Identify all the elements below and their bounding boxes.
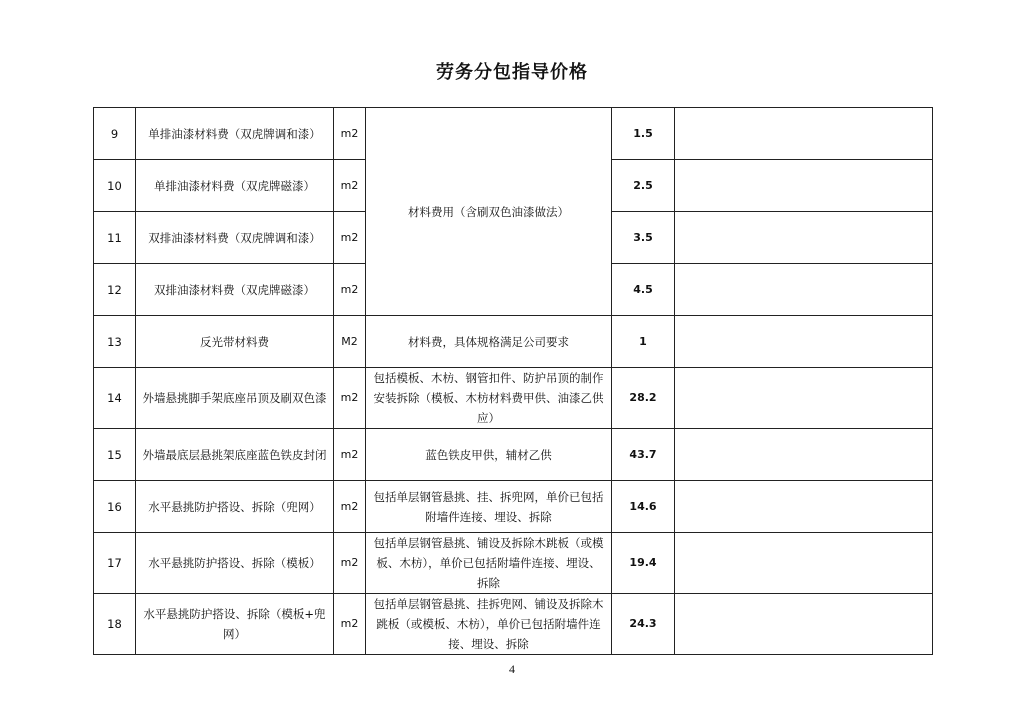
- description-cell: 材料费，具体规格满足公司要求: [366, 316, 612, 368]
- row-number: 15: [94, 429, 136, 481]
- unit-cell: m2: [334, 160, 366, 212]
- price-cell: 2.5: [612, 160, 675, 212]
- item-name: 外墙最底层悬挑架底座蓝色铁皮封闭: [136, 429, 334, 481]
- item-name: 双排油漆材料费（双虎牌调和漆）: [136, 212, 334, 264]
- table-row: [94, 481, 933, 533]
- price-cell: 14.6: [612, 481, 675, 533]
- remark-cell: [675, 429, 933, 481]
- table-row: [94, 108, 933, 160]
- price-cell: 1.5: [612, 108, 675, 160]
- row-number: 14: [94, 368, 136, 429]
- row-number: 12: [94, 264, 136, 316]
- unit-cell: m2: [334, 264, 366, 316]
- unit-cell: m2: [334, 533, 366, 594]
- price-cell: 1: [612, 316, 675, 368]
- unit-cell: m2: [334, 108, 366, 160]
- remark-cell: [675, 160, 933, 212]
- item-name: 水平悬挑防护搭设、拆除（模板+兜网）: [136, 594, 334, 655]
- price-cell: 4.5: [612, 264, 675, 316]
- item-name: 反光带材料费: [136, 316, 334, 368]
- table-row: [94, 533, 933, 594]
- row-number: 11: [94, 212, 136, 264]
- unit-cell: m2: [334, 481, 366, 533]
- row-number: 18: [94, 594, 136, 655]
- remark-cell: [675, 481, 933, 533]
- row-number: 9: [94, 108, 136, 160]
- remark-cell: [675, 264, 933, 316]
- table-row: [94, 316, 933, 368]
- remark-cell: [675, 533, 933, 594]
- table-row: [94, 368, 933, 429]
- unit-cell: m2: [334, 594, 366, 655]
- item-name: 水平悬挑防护搭设、拆除（兜网）: [136, 481, 334, 533]
- unit-cell: m2: [334, 368, 366, 429]
- item-name: 双排油漆材料费（双虎牌磁漆）: [136, 264, 334, 316]
- remark-cell: [675, 108, 933, 160]
- description-cell: 包括单层钢管悬挑、挂、拆兜网，单价已包括附墙件连接、埋设、拆除: [366, 481, 612, 533]
- remark-cell: [675, 316, 933, 368]
- row-number: 17: [94, 533, 136, 594]
- table-row: [94, 594, 933, 655]
- row-number: 10: [94, 160, 136, 212]
- unit-cell: m2: [334, 212, 366, 264]
- page-title: 劳务分包指导价格: [436, 62, 588, 83]
- page-number: 4: [509, 662, 515, 676]
- unit-cell: M2: [334, 316, 366, 368]
- item-name: 单排油漆材料费（双虎牌磁漆）: [136, 160, 334, 212]
- item-name: 外墙悬挑脚手架底座吊顶及刷双色漆: [136, 368, 334, 429]
- row-number: 13: [94, 316, 136, 368]
- item-name: 单排油漆材料费（双虎牌调和漆）: [136, 108, 334, 160]
- price-cell: 24.3: [612, 594, 675, 655]
- item-name: 水平悬挑防护搭设、拆除（模板）: [136, 533, 334, 594]
- price-cell: 28.2: [612, 368, 675, 429]
- row-number: 16: [94, 481, 136, 533]
- price-table: [93, 107, 933, 655]
- price-cell: 43.7: [612, 429, 675, 481]
- description-cell: 包括单层钢管悬挑、铺设及拆除木跳板（或模板、木枋），单价已包括附墙件连接、埋设、拆除: [366, 533, 612, 594]
- remark-cell: [675, 212, 933, 264]
- table-row: [94, 429, 933, 481]
- merged-description: 材料费用（含刷双色油漆做法）: [366, 108, 612, 316]
- unit-cell: m2: [334, 429, 366, 481]
- description-cell: 包括模板、木枋、钢管扣件、防护吊顶的制作安装拆除（模板、木枋材料费甲供、油漆乙供应）: [366, 368, 612, 429]
- remark-cell: [675, 594, 933, 655]
- description-cell: 包括单层钢管悬挑、挂拆兜网、铺设及拆除木跳板（或模板、木枋），单价已包括附墙件连接、埋设、拆除: [366, 594, 612, 655]
- price-cell: 3.5: [612, 212, 675, 264]
- remark-cell: [675, 368, 933, 429]
- price-cell: 19.4: [612, 533, 675, 594]
- description-cell: 蓝色铁皮甲供，辅材乙供: [366, 429, 612, 481]
